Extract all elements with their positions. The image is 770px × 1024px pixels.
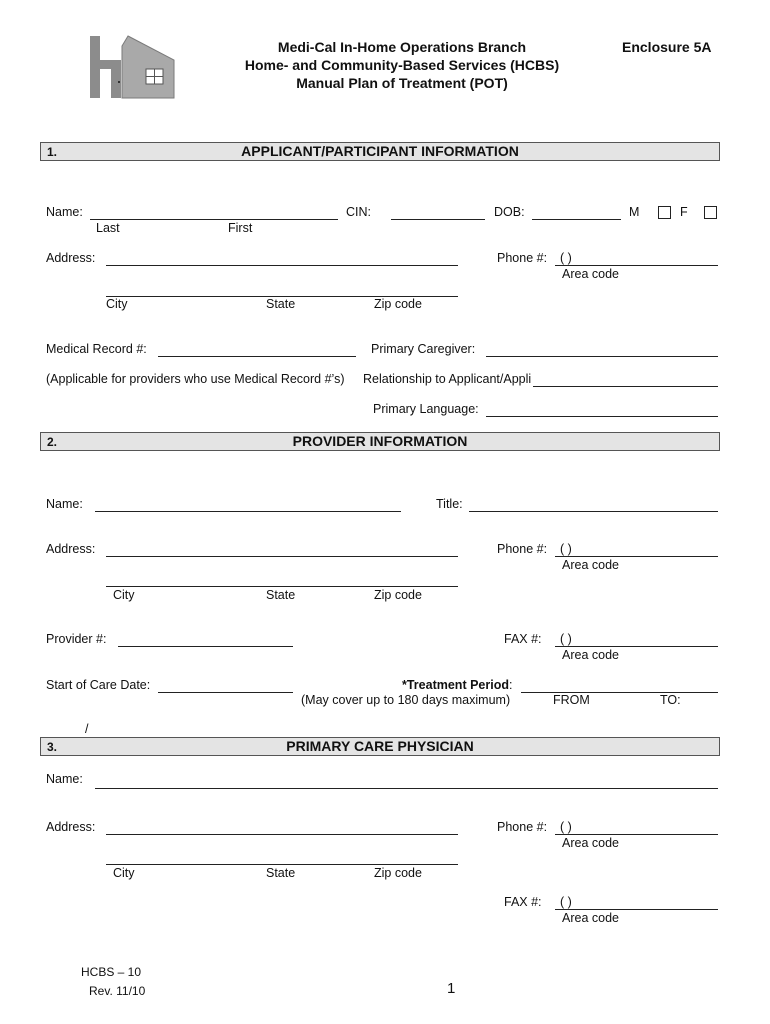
physician-address-label: Address: — [46, 820, 96, 834]
provider-address-label: Address: — [46, 542, 96, 556]
provider-fax-area-code: Area code — [562, 648, 619, 662]
first-caption: First — [228, 221, 253, 235]
treatment-period-colon: : — [508, 678, 513, 692]
provider-area-code-caption: Area code — [562, 558, 619, 572]
provider-name-field[interactable] — [95, 511, 401, 512]
physician-phone-paren: ( ) — [560, 820, 572, 834]
primary-language-label: Primary Language: — [373, 402, 479, 416]
f-label: F — [680, 205, 688, 219]
provider-number-label: Provider #: — [46, 632, 107, 646]
house-logo-icon — [88, 34, 178, 103]
primary-caregiver-field[interactable] — [486, 356, 718, 357]
physician-address-field[interactable] — [106, 834, 458, 835]
name-field-first[interactable] — [226, 219, 338, 220]
cin-field[interactable] — [391, 219, 485, 220]
phone-field[interactable] — [555, 265, 718, 266]
provider-phone-field[interactable] — [555, 556, 718, 557]
primary-caregiver-label: Primary Caregiver: — [371, 342, 476, 356]
address-label: Address: — [46, 251, 96, 265]
treatment-period-text: *Treatment Period — [402, 678, 509, 692]
physician-fax-paren: ( ) — [560, 895, 572, 909]
start-of-care-label: Start of Care Date: — [46, 678, 151, 692]
female-checkbox[interactable] — [704, 206, 717, 219]
section-title: PROVIDER INFORMATION — [292, 433, 468, 449]
provider-state-caption: State — [266, 588, 296, 602]
provider-fax-paren: ( ) — [560, 632, 572, 646]
provider-zip-caption: Zip code — [374, 588, 422, 602]
relationship-label: Relationship to Applicant/Appli — [363, 372, 532, 386]
provider-state-field[interactable] — [266, 586, 374, 587]
dob-field[interactable] — [532, 219, 621, 220]
last-caption: Last — [96, 221, 120, 235]
medical-record-label: Medical Record #: — [46, 342, 147, 356]
provider-fax-field[interactable] — [555, 646, 718, 647]
relationship-field[interactable] — [533, 386, 718, 387]
section-number: 2. — [47, 435, 58, 449]
cin-label: CIN: — [346, 205, 371, 219]
primary-language-field[interactable] — [486, 416, 718, 417]
treatment-period-label — [402, 678, 512, 692]
to-caption: TO: — [660, 693, 681, 707]
provider-phone-paren: ( ) — [560, 542, 572, 556]
provider-number-field[interactable] — [118, 646, 293, 647]
provider-title-label: Title: — [436, 497, 463, 511]
provider-city-field[interactable] — [106, 586, 266, 587]
treatment-period-note: (May cover up to 180 days maximum) — [301, 693, 511, 707]
city-field[interactable] — [106, 296, 266, 297]
provider-phone-label: Phone #: — [497, 542, 548, 556]
applicable-note: (Applicable for providers who use Medical Record #’s) — [46, 372, 345, 386]
section-number: 1. — [47, 145, 58, 159]
physician-area-code-caption: Area code — [562, 836, 619, 850]
section-1-header — [40, 142, 720, 161]
provider-title-field[interactable] — [469, 511, 718, 512]
dob-label: DOB: — [494, 205, 525, 219]
state-caption: State — [266, 297, 296, 311]
page-number: 1 — [447, 980, 456, 997]
physician-name-field[interactable] — [95, 788, 718, 789]
name-field-last[interactable] — [90, 219, 226, 220]
provider-address-field[interactable] — [106, 556, 458, 557]
treatment-period-field[interactable] — [521, 692, 718, 693]
from-caption: FROM — [553, 693, 590, 707]
section-title: APPLICANT/PARTICIPANT INFORMATION — [241, 143, 519, 159]
section-3-header — [40, 737, 720, 756]
section-number: 3. — [47, 740, 58, 754]
physician-state-caption: State — [266, 866, 296, 880]
stray-slash: / — [85, 722, 89, 736]
provider-city-caption: City — [113, 588, 135, 602]
provider-fax-label: FAX #: — [504, 632, 542, 646]
section-2-header — [40, 432, 720, 451]
phone-area-paren: ( ) — [560, 251, 572, 265]
physician-zip-field[interactable] — [374, 864, 458, 865]
enclosure-label: Enclosure 5A — [622, 39, 712, 55]
header-title-line2: Home- and Community-Based Services (HCBS) — [244, 57, 560, 73]
physician-city-caption: City — [113, 866, 135, 880]
city-caption: City — [106, 297, 128, 311]
start-of-care-field[interactable] — [158, 692, 293, 693]
phone-label: Phone #: — [497, 251, 548, 265]
header-title-line3: Manual Plan of Treatment (POT) — [296, 75, 508, 91]
physician-state-field[interactable] — [266, 864, 374, 865]
provider-name-label: Name: — [46, 497, 83, 511]
physician-fax-label: FAX #: — [504, 895, 542, 909]
form-revision: Rev. 11/10 — [89, 984, 146, 998]
physician-fax-field[interactable] — [555, 909, 718, 910]
physician-fax-area-code: Area code — [562, 911, 619, 925]
provider-zip-field[interactable] — [374, 586, 458, 587]
zip-caption: Zip code — [374, 297, 422, 311]
form-id: HCBS – 10 — [81, 965, 142, 979]
header-title-line1: Medi-Cal In-Home Operations Branch — [277, 39, 527, 55]
address-field[interactable] — [106, 265, 458, 266]
section-title: PRIMARY CARE PHYSICIAN — [286, 738, 474, 754]
area-code-caption: Area code — [562, 267, 619, 281]
male-checkbox[interactable] — [658, 206, 671, 219]
physician-phone-label: Phone #: — [497, 820, 548, 834]
physician-zip-caption: Zip code — [374, 866, 422, 880]
medical-record-field[interactable] — [158, 356, 356, 357]
physician-phone-field[interactable] — [555, 834, 718, 835]
name-label: Name: — [46, 205, 83, 219]
m-label: M — [629, 205, 640, 219]
physician-name-label: Name: — [46, 772, 83, 786]
physician-city-field[interactable] — [106, 864, 266, 865]
